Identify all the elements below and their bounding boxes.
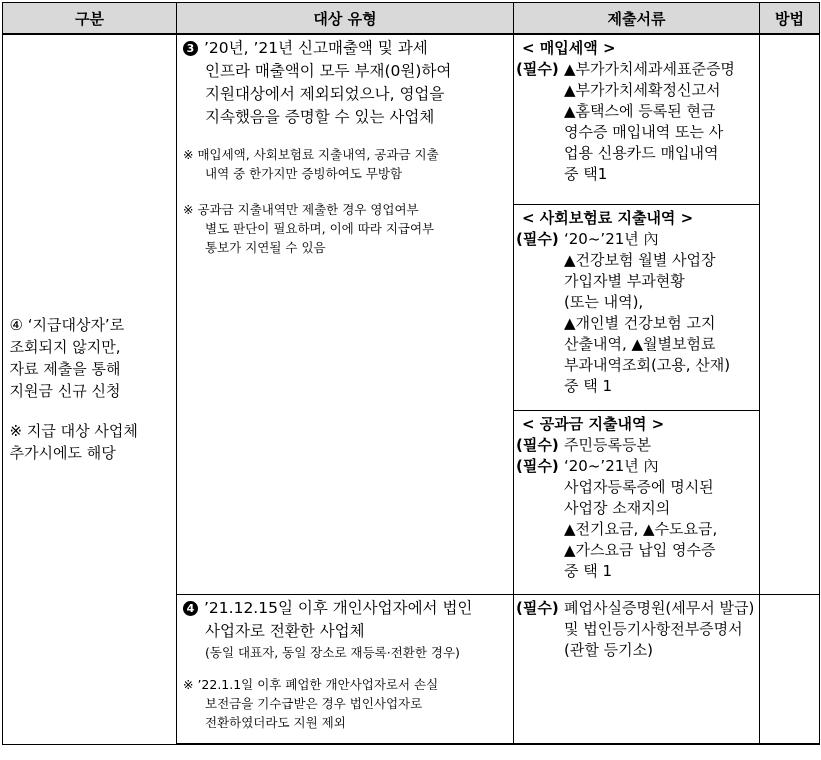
- documents-cell-type4: [514, 594, 760, 744]
- note-line: ※ 공과금 지출내역만 제출한 경우 영업여부: [183, 202, 419, 217]
- required-label: (필수): [516, 598, 559, 617]
- doc-line: 사업자등록증에 명시된: [564, 478, 714, 496]
- doc-line: 가입자별 부과현황: [564, 272, 685, 290]
- doc-line: 영수증 매입내역 또는 사: [564, 123, 724, 141]
- required-label: (필수): [516, 436, 559, 454]
- header-target-type: 대상 유형: [177, 3, 514, 35]
- note-line: 전환하였더라도 지원 제외: [205, 714, 346, 730]
- doc-line: ‘20~’21년 內: [564, 230, 659, 248]
- doc-line: 중 택1: [564, 165, 608, 183]
- header-division: 구분: [3, 3, 177, 35]
- header-method: 방법: [760, 3, 820, 35]
- note-line: 보전금을 기수급받은 경우 법인사업자로: [205, 695, 423, 711]
- note-line: ※ ’22.1.1일 이후 폐업한 개안사업자로서 손실: [183, 676, 439, 692]
- doc-line: 사업장 소재지의: [564, 499, 671, 517]
- circled-number-4-icon: 4: [183, 601, 198, 616]
- support-eligibility-table: [2, 2, 820, 745]
- type4-sub: (동일 대표자, 동일 장소로 재등록·전환한 경우): [205, 644, 460, 660]
- type3-line: 지원대상에서 제외되었으나, 영업을: [205, 85, 445, 103]
- target-type-3-cell: [177, 34, 514, 594]
- table-header-row: [3, 3, 820, 35]
- social-insurance-section: [514, 204, 759, 410]
- target-type-4-cell: [177, 594, 514, 744]
- doc-line: 업용 신용카드 매입내역: [564, 144, 719, 162]
- method-cell: [760, 34, 820, 594]
- division-note-line: ※ 지급 대상 사업체: [9, 422, 138, 441]
- division-line: 지원금 신규 신청: [9, 382, 121, 401]
- type4-line: 사업자로 전환한 사업체: [205, 621, 365, 640]
- type3-description: [177, 35, 513, 129]
- required-label: (필수): [516, 230, 559, 248]
- type3-line: 인프라 매출액이 모두 부재(0원)하여: [205, 62, 452, 80]
- purchase-tax-title: < 매입세액 >: [522, 39, 616, 57]
- social-insurance-title: < 사회보험료 지출내역 >: [522, 209, 694, 227]
- doc-line: 주민등록등본: [564, 436, 651, 454]
- type4-note: [177, 675, 513, 732]
- doc-line: ▲건강보험 월별 사업장: [564, 251, 716, 269]
- doc-line: 중 택 1: [564, 377, 613, 395]
- doc-line: (또는 내역),: [564, 293, 644, 311]
- type3-note-2: [177, 200, 513, 257]
- doc-line: ▲부가가치세과세표준증명: [564, 60, 735, 78]
- note-line: ※ 매입세액, 사회보험료 지출내역, 공과금 지출: [183, 147, 439, 162]
- required-label: (필수): [516, 457, 559, 475]
- table-row: [3, 34, 820, 594]
- doc-line: ▲홈택스에 등록된 현금: [564, 102, 716, 120]
- doc-line: ▲가스요금 납입 영수증: [564, 541, 716, 559]
- division-line: 조회되지 않지만,: [9, 338, 121, 357]
- doc-line: ▲개인별 건강보험 고지: [564, 314, 716, 332]
- header-documents: 제출서류: [514, 3, 760, 35]
- division-line: 자료 제출을 통해: [9, 360, 121, 379]
- type3-line: ’20년, ’21년 신고매출액 및 과세: [204, 39, 428, 57]
- note-line: 별도 판단이 필요하며, 이에 따라 지급여부: [205, 221, 435, 236]
- method-cell: [760, 594, 820, 744]
- division-note-line: 추가시에도 해당: [9, 444, 116, 463]
- doc-line: 산출내역, ▲월별보험료: [564, 335, 716, 353]
- note-line: 내역 중 한가지만 증빙하여도 무방함: [205, 166, 403, 181]
- doc-line: (관할 등기소): [564, 640, 653, 659]
- division-block: [10, 314, 170, 464]
- division-cell: [3, 34, 177, 744]
- doc-line: 폐업사실증명원(세무서 발급): [564, 598, 755, 617]
- type4-line: ’21.12.15일 이후 개인사업자에서 법인: [204, 598, 473, 617]
- doc-line: 중 택 1: [564, 562, 613, 580]
- type3-line: 지속했음을 증명할 수 있는 사업체: [205, 108, 435, 126]
- doc-line: 및 법인등기사항전부증명서: [564, 619, 743, 638]
- type4-description: [177, 595, 513, 643]
- doc-line: ‘20~’21년 內: [564, 457, 659, 475]
- documents-cell-type3: [514, 34, 760, 594]
- utility-title: < 공과금 지출내역 >: [522, 415, 665, 433]
- required-label: (필수): [516, 60, 559, 78]
- doc-line: ▲전기요금, ▲수도요금,: [564, 520, 718, 538]
- doc-line: 부과내역조회(고용, 산재): [564, 356, 731, 374]
- division-line: ④ ‘지급대상자’로: [9, 316, 125, 335]
- utility-section: [514, 410, 759, 586]
- type3-note-1: [177, 145, 513, 183]
- circled-number-3-icon: 3: [183, 41, 198, 56]
- corp-conversion-section: [514, 595, 759, 665]
- purchase-tax-section: [514, 35, 759, 204]
- doc-line: ▲부가가치세확정신고서: [564, 81, 721, 99]
- note-line: 통보가 지연될 수 있음: [205, 240, 326, 255]
